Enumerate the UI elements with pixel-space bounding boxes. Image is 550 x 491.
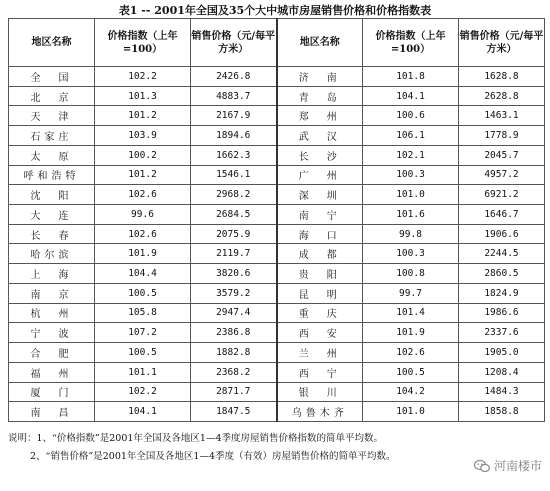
table-cell	[277, 323, 363, 343]
cell-region: 长 沙	[298, 151, 341, 163]
table-cell	[277, 382, 363, 402]
table-cell	[363, 126, 459, 146]
cell-price: 2386.8	[216, 327, 251, 339]
table-cell	[363, 362, 459, 382]
table-title: 表1 -- 2001年全国及35个大中城市房屋销售价格和价格指数表	[118, 4, 432, 17]
table-cell	[277, 86, 363, 106]
table-cell	[459, 145, 545, 165]
table-cell	[277, 362, 363, 382]
cell-price: 2947.4	[216, 307, 251, 319]
table-cell	[277, 185, 363, 205]
cell-price: 1824.9	[484, 287, 519, 299]
cell-price: 2871.7	[216, 386, 251, 398]
cell-region: 呼和浩特	[23, 171, 80, 183]
table-cell	[95, 343, 191, 363]
table-cell	[191, 264, 277, 284]
cell-price: 2337.6	[484, 327, 519, 339]
table-cell	[95, 382, 191, 402]
cell-index: 104.1	[128, 406, 157, 418]
table-cell	[459, 244, 545, 264]
cell-price: 2167.9	[216, 110, 251, 122]
table-row	[9, 67, 545, 87]
table-cell	[363, 382, 459, 402]
cell-index: 102.6	[128, 189, 157, 201]
header-price-right: 销售价格（元/每平方米）	[459, 19, 545, 67]
table-cell	[191, 205, 277, 225]
table-cell	[277, 402, 363, 422]
cell-region: 武 汉	[298, 132, 341, 144]
table-cell	[277, 264, 363, 284]
table-cell	[95, 106, 191, 126]
cell-region: 太 原	[30, 151, 73, 163]
table-cell	[9, 165, 95, 185]
table-cell	[277, 106, 363, 126]
cell-price: 4957.2	[484, 169, 519, 181]
cell-index: 102.1	[396, 149, 425, 161]
cell-price: 2075.9	[216, 228, 251, 240]
table-cell	[9, 362, 95, 382]
cell-price: 1546.1	[216, 169, 251, 181]
table-row	[9, 224, 545, 244]
table-cell	[95, 145, 191, 165]
cell-index: 105.8	[128, 307, 157, 319]
table-cell	[277, 224, 363, 244]
header-index-right: 价格指数（上年=100）	[363, 19, 459, 67]
cell-price: 2684.5	[216, 208, 251, 220]
table-cell	[363, 86, 459, 106]
table-row	[9, 244, 545, 264]
cell-region: 西 宁	[298, 368, 341, 380]
cell-region: 深 圳	[298, 191, 341, 203]
table-cell	[459, 106, 545, 126]
table-cell	[363, 402, 459, 422]
cell-index: 101.2	[128, 110, 157, 122]
table-cell	[363, 67, 459, 87]
cell-index: 101.0	[396, 189, 425, 201]
table-cell	[9, 126, 95, 146]
table-row	[9, 343, 545, 363]
table-cell	[459, 382, 545, 402]
table-header-row	[9, 19, 545, 67]
table-cell	[459, 323, 545, 343]
table-cell	[95, 283, 191, 303]
table-row	[9, 362, 545, 382]
cell-region: 长 春	[30, 230, 73, 242]
cell-price: 1662.3	[216, 149, 251, 161]
cell-index: 99.7	[399, 287, 422, 299]
table-cell	[459, 283, 545, 303]
table-cell	[9, 283, 95, 303]
table-cell	[363, 244, 459, 264]
table-cell	[191, 382, 277, 402]
table-row	[9, 86, 545, 106]
cell-price: 1858.8	[484, 406, 519, 418]
cell-region: 合 肥	[30, 348, 73, 360]
cell-region: 厦 门	[30, 388, 73, 400]
table-cell	[9, 185, 95, 205]
table-cell	[277, 283, 363, 303]
cell-price: 4883.7	[216, 90, 251, 102]
cell-index: 100.2	[128, 149, 157, 161]
note-2: 2、“销售价格”是2001年全国及各地区1—4季度（有效）房屋销售价格的简单平均数。	[30, 451, 396, 462]
table-cell	[459, 264, 545, 284]
cell-region: 济 南	[298, 72, 341, 84]
cell-index: 101.8	[396, 70, 425, 82]
table-cell	[363, 165, 459, 185]
cell-index: 107.2	[128, 327, 157, 339]
table-cell	[191, 402, 277, 422]
header-price: 销售价格（元/每平方米）	[191, 19, 277, 67]
cell-region: 南 京	[30, 289, 73, 301]
table-cell	[95, 185, 191, 205]
cell-index: 100.5	[128, 287, 157, 299]
table-cell	[191, 145, 277, 165]
cell-region: 上 海	[30, 270, 73, 282]
cell-index: 100.6	[396, 110, 425, 122]
cell-price: 1906.6	[484, 228, 519, 240]
table-cell	[459, 86, 545, 106]
table-row	[9, 382, 545, 402]
cell-region: 海 口	[298, 230, 341, 242]
table-cell	[191, 67, 277, 87]
cell-price: 1778.9	[484, 130, 519, 142]
table-cell	[459, 205, 545, 225]
table-cell	[9, 145, 95, 165]
table-cell	[363, 224, 459, 244]
table-cell	[191, 244, 277, 264]
table-cell	[363, 264, 459, 284]
table-cell	[363, 323, 459, 343]
table-cell	[277, 205, 363, 225]
cell-index: 101.6	[396, 208, 425, 220]
table-row	[9, 323, 545, 343]
cell-region: 青 岛	[298, 92, 341, 104]
cell-region: 南 昌	[30, 408, 73, 420]
cell-index: 102.2	[128, 70, 157, 82]
table-cell	[9, 86, 95, 106]
table-cell	[363, 303, 459, 323]
table-cell	[9, 323, 95, 343]
table-cell	[9, 106, 95, 126]
table-cell	[95, 244, 191, 264]
cell-index: 101.9	[128, 248, 157, 260]
cell-index: 100.5	[396, 366, 425, 378]
cell-price: 6921.2	[484, 189, 519, 201]
table-row	[9, 106, 545, 126]
table-cell	[459, 303, 545, 323]
table-cell	[363, 145, 459, 165]
table-cell	[277, 165, 363, 185]
table-cell	[9, 205, 95, 225]
table-cell	[459, 67, 545, 87]
table-row	[9, 283, 545, 303]
table-cell	[363, 185, 459, 205]
table-cell	[9, 244, 95, 264]
table-cell	[9, 67, 95, 87]
notes	[8, 430, 544, 466]
table-cell	[95, 67, 191, 87]
cell-index: 100.3	[396, 248, 425, 260]
cell-price: 1208.4	[484, 366, 519, 378]
table-cell	[191, 343, 277, 363]
cell-region: 石家庄	[30, 132, 73, 144]
cell-region: 银 川	[298, 388, 341, 400]
cell-index: 104.1	[396, 90, 425, 102]
cell-price: 1882.8	[216, 346, 251, 358]
note-1: 说明：1、“价格指数”是2001年全国及各地区1—4季度房屋销售价格指数的简单平均数。	[8, 433, 384, 444]
table-cell	[363, 106, 459, 126]
cell-region: 重 庆	[298, 309, 341, 321]
table-cell	[363, 283, 459, 303]
table-row	[9, 145, 545, 165]
table-cell	[9, 343, 95, 363]
table-cell	[191, 362, 277, 382]
cell-region: 成 都	[298, 250, 341, 262]
wechat-icon	[474, 459, 490, 473]
table-cell	[9, 224, 95, 244]
table-cell	[191, 185, 277, 205]
table-cell	[191, 323, 277, 343]
cell-index: 101.9	[396, 327, 425, 339]
table-row	[9, 264, 545, 284]
table-cell	[459, 165, 545, 185]
table-cell	[363, 205, 459, 225]
table-cell	[459, 126, 545, 146]
cell-region: 沈 阳	[30, 191, 73, 203]
table-cell	[95, 323, 191, 343]
table-row	[9, 126, 545, 146]
table-cell	[9, 382, 95, 402]
table-cell	[95, 165, 191, 185]
table-cell	[9, 264, 95, 284]
table-row	[9, 165, 545, 185]
cell-price: 2968.2	[216, 189, 251, 201]
cell-index: 100.8	[396, 268, 425, 280]
table-row	[9, 402, 545, 422]
cell-price: 3579.2	[216, 287, 251, 299]
cell-region: 郑 州	[298, 112, 341, 124]
table-cell	[191, 303, 277, 323]
cell-price: 2119.7	[216, 248, 251, 260]
cell-index: 102.6	[128, 228, 157, 240]
table-cell	[277, 343, 363, 363]
table-cell	[95, 126, 191, 146]
cell-region: 西 安	[298, 329, 341, 341]
cell-price: 1905.0	[484, 346, 519, 358]
table-cell	[191, 106, 277, 126]
table-cell	[191, 283, 277, 303]
cell-index: 106.1	[396, 130, 425, 142]
cell-price: 2045.7	[484, 149, 519, 161]
cell-index: 100.3	[396, 169, 425, 181]
cell-price: 2244.5	[484, 248, 519, 260]
table-row	[9, 303, 545, 323]
table-cell	[191, 126, 277, 146]
table-cell	[459, 343, 545, 363]
table-cell	[277, 126, 363, 146]
cell-price: 3820.6	[216, 268, 251, 280]
watermark-text: 河南楼市	[493, 459, 542, 473]
cell-price: 2628.8	[484, 90, 519, 102]
table-cell	[95, 402, 191, 422]
cell-price: 1894.6	[216, 130, 251, 142]
table-cell	[191, 224, 277, 244]
cell-index: 102.2	[128, 386, 157, 398]
table-cell	[277, 67, 363, 87]
table-cell	[459, 402, 545, 422]
cell-price: 1847.5	[216, 406, 251, 418]
cell-index: 101.4	[396, 307, 425, 319]
table-cell	[95, 86, 191, 106]
header-region: 地区名称	[9, 19, 95, 67]
cell-price: 1484.3	[484, 386, 519, 398]
price-index-table	[8, 18, 545, 422]
cell-region: 天 津	[30, 112, 73, 124]
table-cell	[459, 224, 545, 244]
cell-index: 104.4	[128, 268, 157, 280]
cell-index: 101.2	[128, 169, 157, 181]
cell-region: 宁 波	[30, 329, 73, 341]
table-cell	[95, 224, 191, 244]
table-cell	[95, 205, 191, 225]
cell-index: 101.1	[128, 366, 157, 378]
watermark	[474, 457, 542, 474]
table-cell	[459, 362, 545, 382]
table-cell	[9, 303, 95, 323]
table-cell	[9, 402, 95, 422]
cell-price: 1986.6	[484, 307, 519, 319]
cell-region: 乌鲁木齐	[291, 408, 348, 420]
cell-region: 杭 州	[30, 309, 73, 321]
table-cell	[277, 303, 363, 323]
cell-price: 1628.8	[484, 70, 519, 82]
cell-region: 全 国	[30, 72, 73, 84]
cell-region: 福 州	[30, 368, 73, 380]
cell-index: 104.2	[396, 386, 425, 398]
cell-region: 大 连	[30, 210, 73, 222]
table-cell	[277, 244, 363, 264]
cell-price: 2860.5	[484, 268, 519, 280]
cell-region: 昆 明	[298, 289, 341, 301]
table-cell	[277, 145, 363, 165]
cell-region: 哈尔滨	[30, 250, 73, 262]
table-cell	[95, 362, 191, 382]
table-cell	[191, 165, 277, 185]
table-row	[9, 205, 545, 225]
header-region-right: 地区名称	[277, 19, 363, 67]
cell-region: 北 京	[30, 92, 73, 104]
cell-region: 贵 阳	[298, 270, 341, 282]
cell-price: 2368.2	[216, 366, 251, 378]
cell-index: 99.8	[399, 228, 422, 240]
cell-index: 103.9	[128, 130, 157, 142]
cell-index: 99.6	[131, 208, 154, 220]
cell-index: 101.0	[396, 406, 425, 418]
cell-price: 2426.8	[216, 70, 251, 82]
table-cell	[95, 264, 191, 284]
table-cell	[95, 303, 191, 323]
cell-region: 广 州	[298, 171, 341, 183]
cell-price: 1646.7	[484, 208, 519, 220]
table-cell	[363, 343, 459, 363]
table-cell	[459, 185, 545, 205]
cell-index: 100.5	[128, 346, 157, 358]
table-cell	[191, 86, 277, 106]
cell-index: 101.3	[128, 90, 157, 102]
cell-index: 102.6	[396, 346, 425, 358]
cell-region: 兰 州	[298, 348, 341, 360]
cell-price: 1463.1	[484, 110, 519, 122]
table-row	[9, 185, 545, 205]
header-index: 价格指数（上年=100）	[95, 19, 191, 67]
cell-region: 南 宁	[298, 210, 341, 222]
